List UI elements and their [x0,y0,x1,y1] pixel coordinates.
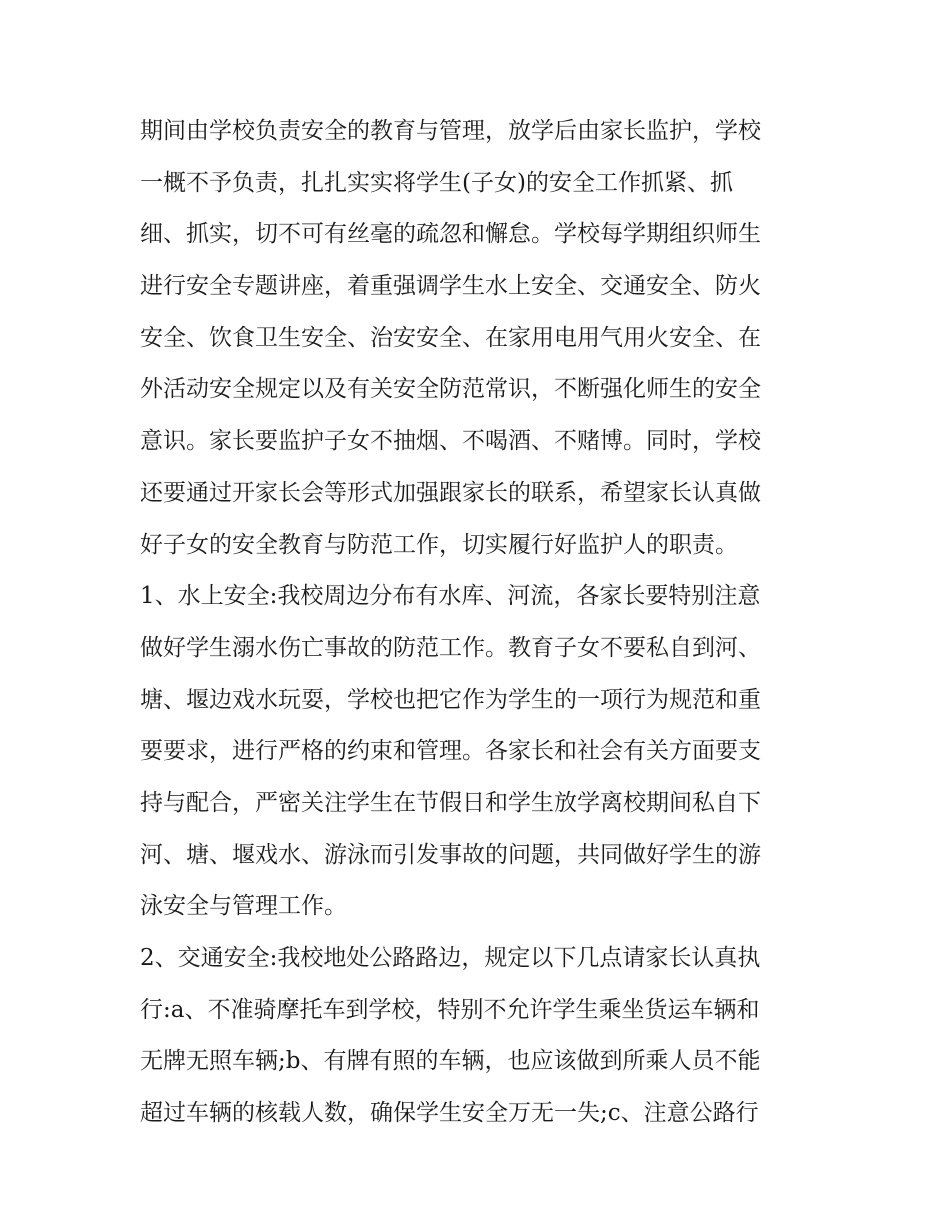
text-line: 行:a、不准骑摩托车到学校，特别不允许学生乘坐货运车辆和 [140,996,760,1023]
text-line: 河、塘、堰戏水、游泳而引发事故的问题，共同做好学生的游 [140,841,761,868]
text-line: 超过车辆的核载人数，确保学生安全万无一失;c、注意公路行 [140,1100,759,1127]
text-line: 外活动安全规定以及有关安全防范常识，不断强化师生的安全 [140,376,761,403]
text-line: 意识。家长要监护子女不抽烟、不喝酒、不赌博。同时，学校 [140,428,761,455]
text-line: 泳安全与管理工作。 [140,893,347,920]
text-line: 安全、饮食卫生安全、治安安全、在家用电用气用火安全、在 [140,324,761,351]
section-2-heading-line: 2、交通安全:我校地处公路路边，规定以下几点请家长认真执 [140,945,761,971]
text-line: 做好学生溺水伤亡事故的防范工作。教育子女不要私自到河、 [140,634,761,661]
text-line: 进行安全专题讲座，着重强调学生水上安全、交通安全、防火 [140,273,761,300]
text-line: 一概不予负责，扎扎实实将学生(子女)的安全工作抓紧、抓 [140,169,733,196]
text-line: 还要通过开家长会等形式加强跟家长的联系，希望家长认真做 [140,479,761,506]
text-line: 无牌无照车辆;b、有牌有照的车辆，也应该做到所乘人员不能 [140,1048,761,1075]
text-line: 塘、堰边戏水玩耍，学校也把它作为学生的一项行为规范和重 [140,686,761,713]
text-line: 要要求，进行严格的约束和管理。各家长和社会有关方面要支 [140,738,761,765]
body-text [140,106,830,1140]
text-line: 期间由学校负责安全的教育与管理，放学后由家长监护，学校 [140,118,761,144]
text-line: 持与配合，严密关注学生在节假日和学生放学离校期间私自下 [140,789,761,816]
text-line: 好子女的安全教育与防范工作，切实履行好监护人的职责。 [140,531,738,558]
text-line: 细、抓实，切不可有丝毫的疏忽和懈怠。学校每学期组织师生 [140,221,761,248]
section-1-heading-line: 1、水上安全:我校周边分布有水库、河流，各家长要特别注意 [140,583,761,610]
